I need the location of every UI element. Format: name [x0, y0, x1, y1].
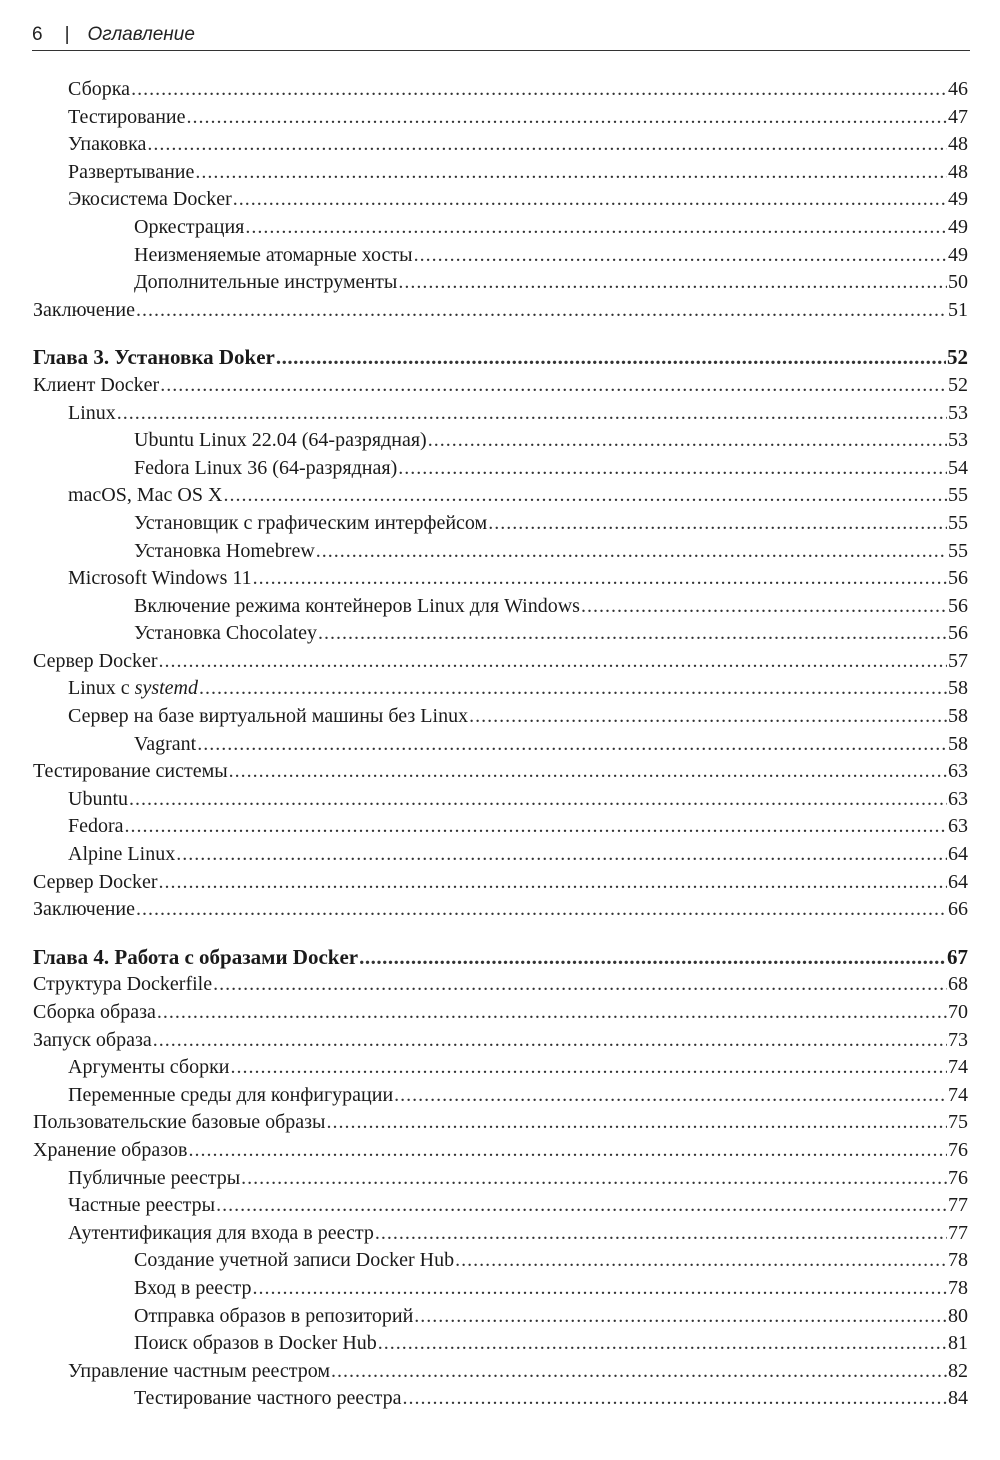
toc-dot-leader: [233, 186, 947, 214]
page-header: [32, 20, 970, 51]
toc-page-number: 68: [948, 973, 968, 996]
toc-entry: [33, 1027, 968, 1055]
toc-page-number: 76: [948, 1166, 968, 1189]
toc-page-number: 58: [948, 677, 968, 700]
toc-entry: [33, 297, 968, 325]
toc-page-number: 84: [948, 1387, 968, 1410]
toc-entry: [33, 869, 968, 897]
toc-page-number: 58: [948, 732, 968, 755]
toc-entry-title: [68, 1358, 330, 1386]
toc-entry-title: [33, 1137, 187, 1165]
toc-dot-leader: [253, 565, 947, 593]
toc-page-number: 58: [948, 705, 968, 728]
toc-entry: [33, 675, 968, 703]
toc-page-number: 51: [948, 298, 968, 321]
toc-entry-text: Установщик с графическим интерфейсом: [134, 511, 488, 534]
toc-entry-title: [33, 372, 159, 400]
toc-entry-title: [134, 620, 317, 648]
toc-entry: [33, 1192, 968, 1220]
toc-entry: [33, 455, 968, 483]
toc-entry-text: Частные реестры: [68, 1194, 216, 1217]
toc-entry-text: Сборка: [68, 78, 131, 100]
toc-entry: [33, 648, 968, 676]
toc-entry-title: [33, 297, 135, 325]
toc-entry-title: [134, 242, 413, 270]
toc-dot-leader: [488, 510, 947, 538]
toc-entry-text: Запуск образа: [33, 1028, 152, 1051]
toc-page-number: 63: [948, 760, 968, 783]
toc-page-number: 49: [948, 215, 968, 238]
toc-dot-leader: [375, 1220, 947, 1248]
toc-dot-leader: [414, 242, 947, 270]
running-header-title: Оглавление: [87, 24, 195, 45]
toc-entry-text: Переменные среды для конфигурации: [68, 1083, 394, 1106]
toc-page-number: 63: [948, 815, 968, 838]
toc-entry-title: [134, 1303, 413, 1331]
toc-dot-leader: [157, 999, 947, 1027]
toc-entry-title: [134, 1385, 401, 1413]
toc-entry-text: Неизменяемые атомарные хосты: [134, 243, 413, 266]
toc-dot-leader: [231, 1054, 947, 1082]
toc-entry-title: [134, 269, 397, 297]
toc-page-number: 55: [948, 539, 968, 562]
toc-entry-text: Заключение: [33, 298, 135, 321]
toc-entry: [33, 1330, 968, 1358]
toc-dot-leader: [229, 758, 947, 786]
toc-entry-text: Microsoft Windows 11: [68, 567, 252, 590]
toc-entry-title: [68, 1054, 230, 1082]
toc-entry: [33, 971, 968, 999]
toc-page-number: 55: [948, 511, 968, 534]
toc-entry-text: Установка Chocolatey: [134, 622, 318, 645]
toc-dot-leader: [125, 813, 947, 841]
toc-page-number: 48: [948, 133, 968, 156]
toc-entry-text: Сборка образа: [33, 1001, 156, 1023]
toc-entry-title: [68, 1220, 374, 1248]
toc-dot-leader: [245, 214, 947, 242]
toc-entry-title: [134, 1330, 377, 1358]
page-number: 6: [32, 24, 43, 45]
toc-entry-text: Экосистема Docker: [68, 188, 232, 211]
toc-entry: [33, 1054, 968, 1082]
toc-dot-leader: [197, 731, 947, 759]
toc-entry-title: [68, 131, 146, 159]
toc-entry-title: [134, 1247, 454, 1275]
toc-page-number: 66: [948, 898, 968, 921]
toc-entry: [33, 427, 968, 455]
toc-entry-text: Аргументы сборки: [68, 1056, 230, 1079]
toc-entry: [33, 1082, 968, 1110]
toc-page-number: 82: [948, 1359, 968, 1382]
toc-dot-leader: [398, 269, 947, 297]
toc-entry: [33, 1165, 968, 1193]
toc-entry: [33, 1358, 968, 1386]
toc-entry-title: [68, 482, 222, 510]
toc-dot-leader: [326, 1109, 947, 1137]
toc-entry: [33, 269, 968, 297]
toc-dot-leader: [223, 482, 947, 510]
table-of-contents: [33, 76, 968, 1413]
toc-entry: [33, 1303, 968, 1331]
toc-entry-title: [68, 400, 116, 428]
toc-entry-title: [68, 186, 232, 214]
toc-entry-title: [33, 869, 158, 897]
toc-dot-leader: [581, 593, 947, 621]
toc-dot-leader: [159, 869, 947, 897]
toc-entry-title: [33, 344, 275, 372]
toc-page-number: 56: [948, 594, 968, 617]
toc-entry-text: Fedora Linux 36 (64-разрядная): [134, 456, 398, 479]
toc-page-number: 77: [948, 1194, 968, 1217]
toc-entry-text: Установка Homebrew: [134, 539, 315, 562]
toc-entry-text: Аутентификация для входа в реестр: [68, 1221, 374, 1244]
toc-entry: [33, 372, 968, 400]
toc-entry-title: [68, 104, 186, 132]
toc-entry: [33, 593, 968, 621]
toc-page-number: 81: [948, 1332, 968, 1355]
toc-entry-title: [68, 1192, 215, 1220]
toc-entry-text: Управление частным реестром: [68, 1359, 331, 1382]
toc-entry-text: Fedora: [68, 815, 124, 838]
toc-entry-text: Тестирование: [68, 105, 186, 128]
toc-entry-title: [68, 813, 124, 841]
toc-entry-text: Глава 4. Работа с образами Docker: [33, 944, 359, 969]
toc-entry-title: [134, 1275, 251, 1303]
toc-dot-leader: [136, 297, 947, 325]
toc-entry-text: Публичные реестры: [68, 1166, 241, 1189]
toc-page-number: 56: [948, 567, 968, 590]
toc-entry-text: Отправка образов в репозиторий: [134, 1304, 414, 1327]
toc-dot-leader: [188, 1137, 947, 1165]
toc-entry: [33, 131, 968, 159]
toc-page-number: 77: [948, 1221, 968, 1244]
toc-entry-title: [33, 1109, 325, 1137]
toc-dot-leader: [131, 76, 947, 104]
toc-entry-title: [33, 999, 156, 1027]
toc-dot-leader: [176, 841, 947, 869]
toc-page-number: 49: [948, 243, 968, 266]
toc-entry-text: Структура Dockerfile: [33, 973, 213, 996]
toc-entry: [33, 1275, 968, 1303]
toc-entry: [33, 482, 968, 510]
toc-entry: [33, 104, 968, 132]
toc-entry: [33, 999, 968, 1027]
toc-dot-leader: [159, 648, 947, 676]
toc-entry-text: Оркестрация: [134, 215, 245, 238]
toc-entry-text: Linux с: [68, 677, 135, 700]
toc-page-number: 55: [948, 484, 968, 507]
toc-dot-leader: [129, 786, 947, 814]
header-separator: |: [64, 24, 70, 45]
toc-dot-leader: [213, 971, 947, 999]
toc-entry-title: [134, 427, 427, 455]
toc-entry-title: [134, 731, 196, 759]
toc-dot-leader: [469, 703, 947, 731]
toc-entry-title: [134, 510, 487, 538]
toc-page-number: 56: [948, 622, 968, 645]
toc-page-number: 64: [948, 843, 968, 866]
toc-entry: [33, 214, 968, 242]
toc-page-number: 53: [948, 429, 968, 452]
toc-entry: [33, 813, 968, 841]
toc-entry: [33, 896, 968, 924]
toc-entry-text: Дополнительные инструменты: [134, 271, 398, 294]
toc-entry-text: Сервер Docker: [33, 870, 158, 893]
toc-dot-leader: [398, 455, 947, 483]
toc-entry-title: [33, 971, 212, 999]
toc-dot-leader: [241, 1165, 947, 1193]
toc-entry-title: [68, 786, 128, 814]
toc-dot-leader: [331, 1358, 947, 1386]
toc-dot-leader: [276, 344, 946, 372]
toc-entry-text: Vagrant: [134, 732, 197, 755]
toc-page-number: 47: [948, 105, 968, 128]
toc-entry-title: [33, 1027, 152, 1055]
toc-dot-leader: [160, 372, 947, 400]
toc-entry-text: Сервер Docker: [33, 649, 158, 672]
toc-entry-title: [68, 841, 175, 869]
toc-dot-leader: [318, 620, 947, 648]
toc-entry-title: [33, 896, 135, 924]
toc-dot-leader: [455, 1247, 947, 1275]
toc-page-number: 74: [948, 1056, 968, 1079]
toc-entry-title: [33, 944, 358, 972]
toc-entry-italic-text: systemd: [134, 677, 198, 700]
toc-entry-title: [134, 214, 244, 242]
toc-page-number: 67: [947, 944, 968, 969]
toc-chapter-entry: [33, 944, 968, 972]
toc-dot-leader: [199, 675, 947, 703]
toc-dot-leader: [187, 104, 948, 132]
toc-page-number: 52: [948, 373, 968, 396]
toc-entry: [33, 186, 968, 214]
toc-chapter-entry: [33, 344, 968, 372]
toc-entry-text: Тестирование частного реестра: [134, 1387, 402, 1410]
toc-entry-text: Тестирование системы: [33, 760, 228, 783]
toc-entry-text: Клиент Docker: [33, 373, 160, 396]
toc-dot-leader: [414, 1303, 947, 1331]
toc-page-number: 63: [948, 787, 968, 810]
toc-entry-text: macOS, Mac OS X: [68, 484, 223, 507]
toc-page-number: 53: [948, 401, 968, 424]
toc-entry-text: Сервер на базе виртуальной машины без Linux: [68, 705, 469, 728]
toc-page-number: 78: [948, 1276, 968, 1299]
toc-entry: [33, 1137, 968, 1165]
toc-page-number: 57: [948, 649, 968, 672]
toc-entry-text: Ubuntu Linux 22.04 (64-разрядная): [134, 429, 427, 452]
toc-dot-leader: [153, 1027, 947, 1055]
toc-entry: [33, 731, 968, 759]
toc-entry-text: Ubuntu: [68, 787, 128, 810]
toc-entry-title: [68, 565, 252, 593]
toc-entry-text: Вход в реестр: [134, 1276, 252, 1299]
toc-page-number: 46: [948, 78, 968, 100]
toc-entry: [33, 76, 968, 104]
toc-entry: [33, 703, 968, 731]
toc-page-number: 76: [948, 1138, 968, 1161]
toc-dot-leader: [147, 131, 947, 159]
toc-dot-leader: [252, 1275, 947, 1303]
toc-entry-title: [33, 648, 158, 676]
toc-entry: [33, 786, 968, 814]
toc-dot-leader: [378, 1330, 947, 1358]
toc-entry: [33, 1247, 968, 1275]
toc-entry: [33, 1220, 968, 1248]
toc-entry: [33, 400, 968, 428]
toc-entry: [33, 1109, 968, 1137]
toc-entry-text: Пользовательские базовые образы: [33, 1111, 326, 1134]
toc-dot-leader: [359, 944, 946, 972]
toc-entry-title: [33, 758, 228, 786]
toc-entry: [33, 565, 968, 593]
toc-entry: [33, 159, 968, 187]
toc-entry-title: [68, 1082, 393, 1110]
toc-dot-leader: [316, 538, 947, 566]
toc-dot-leader: [195, 159, 947, 187]
toc-page-number: 73: [948, 1028, 968, 1051]
toc-page-number: 48: [948, 160, 968, 183]
toc-entry: [33, 758, 968, 786]
toc-page-number: 49: [948, 188, 968, 211]
toc-entry-text: Поиск образов в Docker Hub: [134, 1332, 377, 1355]
toc-entry-text: Включение режима контейнеров Linux для Windows: [134, 594, 580, 617]
toc-entry: [33, 1385, 968, 1413]
toc-dot-leader: [394, 1082, 947, 1110]
toc-entry: [33, 620, 968, 648]
toc-page-number: 50: [948, 271, 968, 294]
toc-entry: [33, 841, 968, 869]
toc-entry-text: Создание учетной записи Docker Hub: [134, 1249, 455, 1272]
toc-entry-title: [68, 1165, 240, 1193]
toc-page-number: 54: [948, 456, 968, 479]
toc-entry-title: [68, 703, 468, 731]
toc-entry-text: Заключение: [33, 898, 135, 921]
toc-page-number: 52: [947, 345, 968, 370]
toc-dot-leader: [216, 1192, 947, 1220]
toc-entry: [33, 242, 968, 270]
toc-entry-text: Хранение образов: [33, 1138, 188, 1161]
toc-entry-title: [134, 455, 397, 483]
toc-dot-leader: [117, 400, 947, 428]
toc-entry: [33, 538, 968, 566]
toc-dot-leader: [136, 896, 947, 924]
toc-entry: [33, 510, 968, 538]
toc-page-number: 75: [948, 1111, 968, 1134]
toc-page-number: 78: [948, 1249, 968, 1272]
toc-entry-text: Развертывание: [68, 160, 195, 183]
toc-entry-title: [134, 593, 580, 621]
toc-entry-title: [68, 675, 198, 703]
toc-dot-leader: [402, 1385, 947, 1413]
toc-entry-title: [68, 159, 194, 187]
toc-page-number: 80: [948, 1304, 968, 1327]
toc-page-number: 74: [948, 1083, 968, 1106]
toc-entry-title: [134, 538, 315, 566]
toc-entry-title: [68, 76, 130, 104]
toc-page-number: 64: [948, 870, 968, 893]
toc-entry-text: Linux: [68, 401, 116, 424]
toc-entry-text: Alpine Linux: [68, 843, 176, 866]
toc-page-number: 70: [948, 1001, 968, 1023]
toc-entry-text: Упаковка: [68, 133, 147, 156]
toc-dot-leader: [428, 427, 947, 455]
toc-entry-text: Глава 3. Установка Doker: [33, 345, 275, 370]
